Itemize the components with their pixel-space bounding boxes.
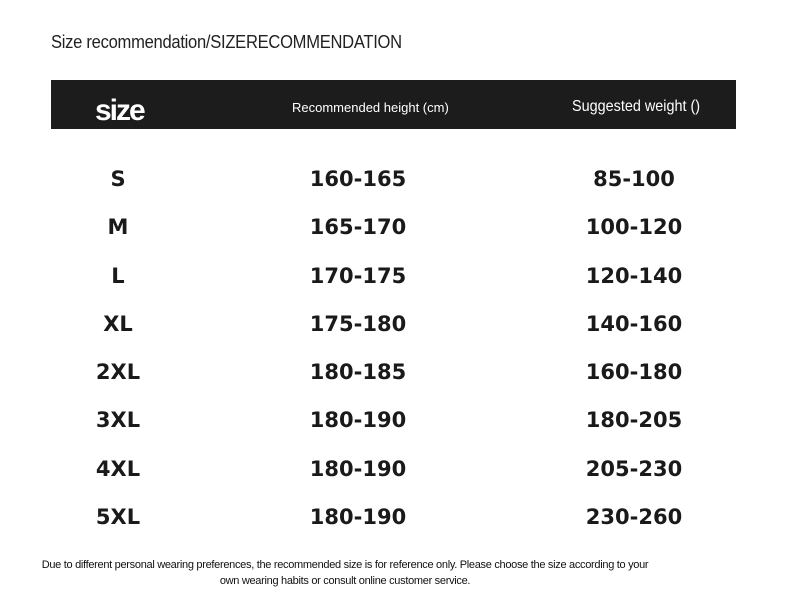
weight-cell: 230-260 xyxy=(585,505,683,530)
height-cell: 170-175 xyxy=(309,263,407,288)
weight-cell: 140-160 xyxy=(585,311,683,336)
size-cell: S xyxy=(110,167,126,191)
table-row xyxy=(0,447,790,495)
height-cell: 165-170 xyxy=(309,215,407,240)
header-height-label: Recommended height (cm) xyxy=(292,100,449,115)
weight-cell: 160-180 xyxy=(585,360,683,385)
height-cell: 160-165 xyxy=(309,167,407,191)
header-size-label: size xyxy=(95,94,144,127)
size-table-body xyxy=(0,157,790,543)
weight-cell: 100-120 xyxy=(585,215,683,240)
size-cell: 4XL xyxy=(95,456,141,481)
size-cell: L xyxy=(111,263,125,288)
size-cell: M xyxy=(107,215,129,240)
size-cell: 5XL xyxy=(95,505,141,530)
size-cell: 2XL xyxy=(95,360,141,385)
page-title: Size recommendation/SIZERECOMMENDATION xyxy=(51,32,402,52)
height-cell: 180-185 xyxy=(309,360,407,385)
height-cell: 180-190 xyxy=(309,456,407,481)
table-row xyxy=(0,254,790,302)
table-row xyxy=(0,205,790,253)
table-row xyxy=(0,398,790,446)
weight-cell: 205-230 xyxy=(585,456,683,481)
size-cell: XL xyxy=(103,311,133,336)
table-header xyxy=(51,80,736,129)
table-row xyxy=(0,302,790,350)
size-cell: 3XL xyxy=(95,408,141,433)
height-cell: 180-190 xyxy=(309,505,407,530)
table-row xyxy=(0,350,790,398)
weight-cell: 85-100 xyxy=(593,167,675,191)
weight-cell: 180-205 xyxy=(585,408,683,433)
table-row xyxy=(0,495,790,543)
weight-cell: 120-140 xyxy=(585,263,683,288)
height-cell: 175-180 xyxy=(309,311,407,336)
footnote: Due to different personal wearing preferences, the recommended size is for reference only. Please choose the size according to your own wearing habits or consult online customer service. xyxy=(41,559,649,587)
table-row xyxy=(0,157,790,205)
header-weight-label: Suggested weight () xyxy=(572,98,701,115)
height-cell: 180-190 xyxy=(309,408,407,433)
